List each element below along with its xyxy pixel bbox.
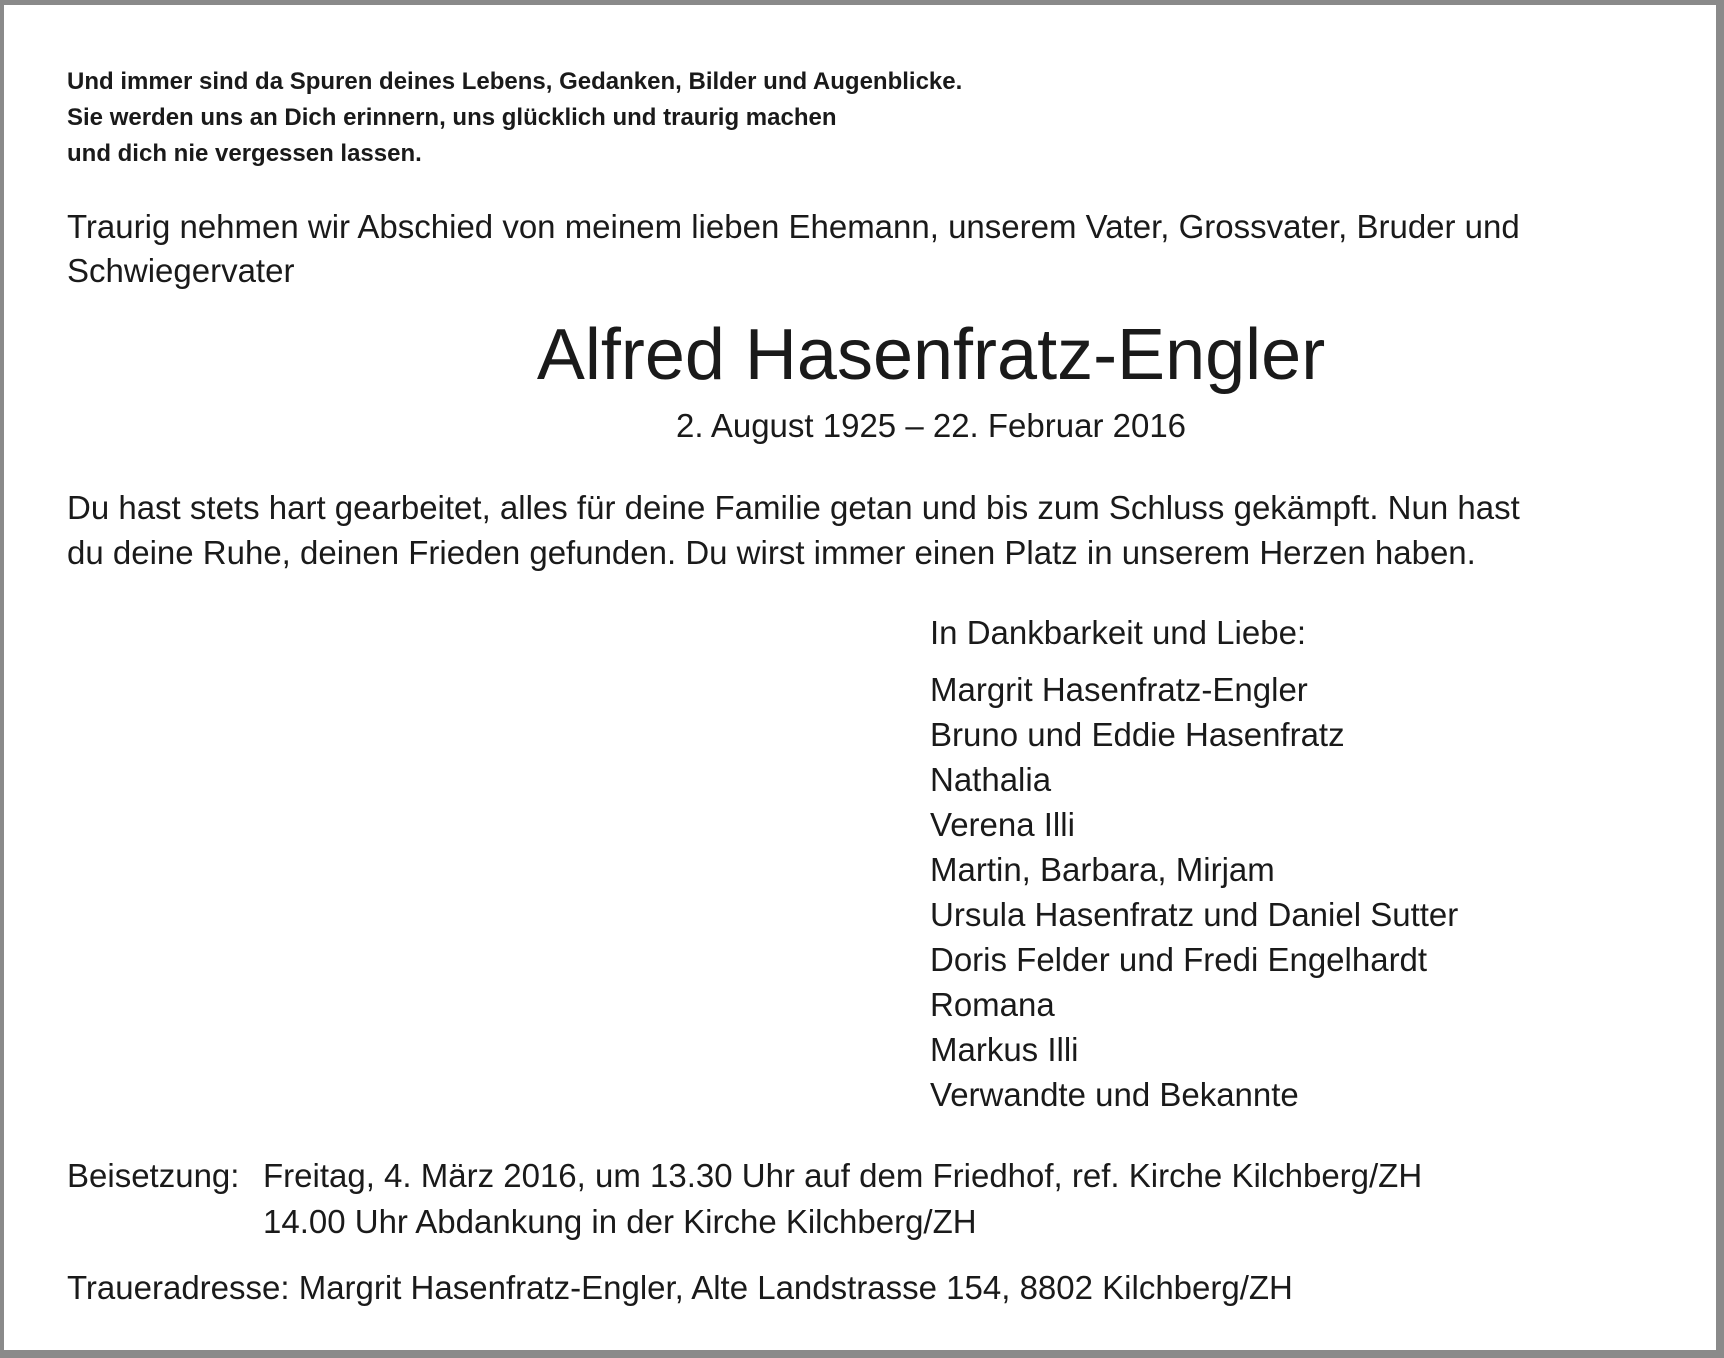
burial-details: Freitag, 4. März 2016, um 13.30 Uhr auf dem Friedhof, ref. Kirche Kilchberg/ZH <box>263 1157 1423 1194</box>
farewell-intro <box>67 205 1667 293</box>
mourner-name: Romana <box>930 986 1055 1023</box>
mourner-name: Doris Felder und Fredi Engelhardt <box>930 941 1428 978</box>
intro-line: Schwiegervater <box>67 252 295 289</box>
mourner-name: Margrit Hasenfratz-Engler <box>930 671 1308 708</box>
burial-label: Beisetzung: <box>67 1157 240 1194</box>
motto-line: und dich nie vergessen lassen. <box>67 140 422 167</box>
motto-verse <box>67 64 1267 172</box>
tribute-line: du deine Ruhe, deinen Frieden gefunden. Du wirst immer einen Platz in unserem Herzen haben. <box>67 534 1476 571</box>
tribute-text <box>67 485 1687 575</box>
mourner-name: Markus Illi <box>930 1031 1079 1068</box>
mourner-name: Ursula Hasenfratz und Daniel Sutter <box>930 896 1459 933</box>
intro-line: Traurig nehmen wir Abschied von meinem lieben Ehemann, unserem Vater, Grossvater, Bruder und <box>67 208 1520 245</box>
deceased-name: Alfred Hasenfratz-Engler <box>536 315 1326 395</box>
tribute-line: Du hast stets hart gearbeitet, alles für deine Familie getan und bis zum Schluss gekämpft. Nun hast <box>67 489 1520 526</box>
life-dates: 2. August 1925 – 22. Februar 2016 <box>675 407 1187 444</box>
mourning-address: Traueradresse: Margrit Hasenfratz-Engler, Alte Landstrasse 154, 8802 Kilchberg/ZH <box>67 1269 1293 1306</box>
funeral-service-details: 14.00 Uhr Abdankung in der Kirche Kilchberg/ZH <box>263 1203 977 1240</box>
mourner-name: Verwandte und Bekannte <box>930 1076 1299 1113</box>
burial-info <box>67 1153 1687 1245</box>
mourners-intro: In Dankbarkeit und Liebe: <box>930 614 1307 651</box>
mourner-name: Verena Illi <box>930 806 1075 843</box>
motto-line: Sie werden uns an Dich erinnern, uns glücklich und traurig machen <box>67 104 837 131</box>
mourners-list <box>930 611 1690 1117</box>
mourner-name: Nathalia <box>930 761 1052 798</box>
mourner-name: Martin, Barbara, Mirjam <box>930 851 1275 888</box>
burial-row <box>67 1153 1687 1199</box>
motto-line: Und immer sind da Spuren deines Lebens, Gedanken, Bilder und Augenblicke. <box>67 68 963 95</box>
mourner-name: Bruno und Eddie Hasenfratz <box>930 716 1345 753</box>
